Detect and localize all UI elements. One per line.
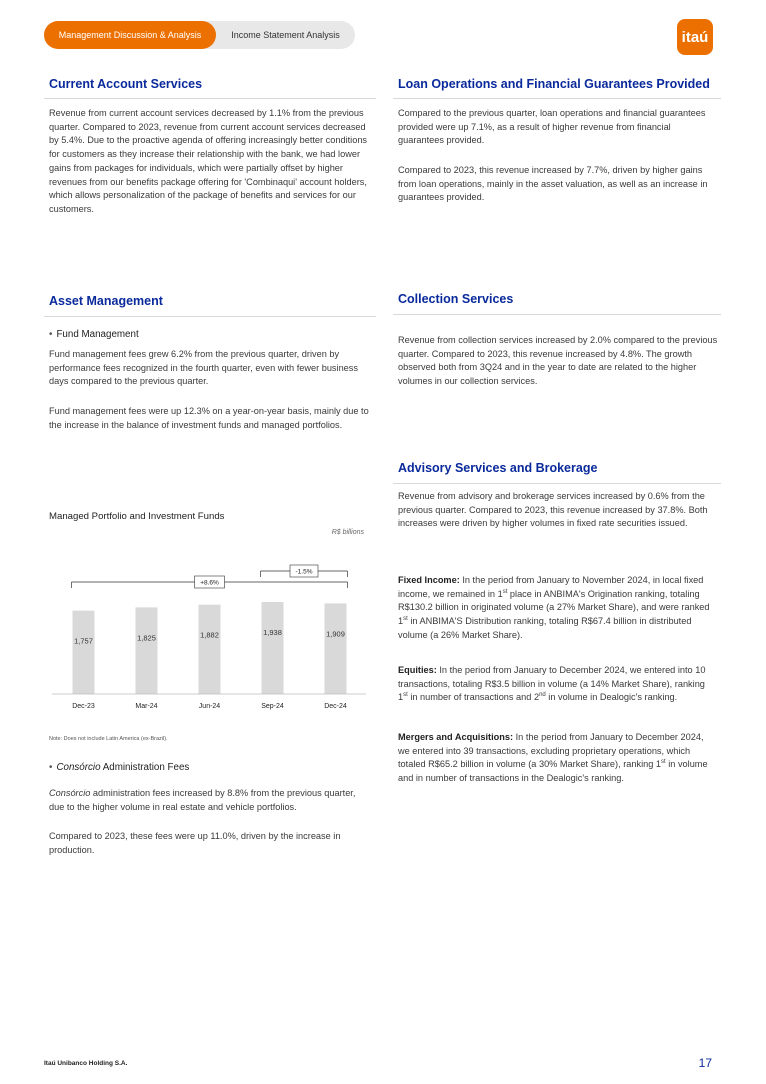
fund-management-heading: • Fund Management bbox=[49, 329, 139, 340]
mergers-acquisitions-text: Mergers and Acquisitions: In the period from January to December 2024, we entered into 39 transactions, excluding proprietary operations, which totaled R$65.2 billion in volume (a 30% Market Share), ranking 1st in volume and in number of transactions in the Dealogic's ranking. bbox=[398, 732, 708, 784]
bar-value-label: 1,909 bbox=[326, 629, 345, 639]
bullet-icon: • bbox=[49, 762, 53, 773]
collection-title: Collection Services bbox=[398, 292, 514, 306]
x-tick-label: Dec-23 bbox=[72, 703, 95, 710]
loan-operations-text-1: Compared to the previous quarter, loan operations and financial guarantees provided were up 7.1%, as a result of higher revenue from financial guarantees provided. bbox=[398, 108, 706, 146]
fund-management-text-1: Fund management fees grew 6.2% from the previous quarter, driven by performance fees recognized in the fourth quarter, even with fewer business days compared to the previous quarter. bbox=[49, 349, 358, 387]
footer-company: Itaú Unibanco Holding S.A. bbox=[44, 1060, 128, 1067]
divider bbox=[393, 98, 721, 99]
tab-income-statement[interactable]: Income Statement Analysis bbox=[231, 30, 340, 40]
collection-text: Revenue from collection services increased by 2.0% compared to the previous quarter. Compared to 2023, this revenue increased by 4.8%. The growth observed both from 3Q24 and in the year to date are related to the higher volumes in our collection services. bbox=[398, 335, 718, 387]
chart-title: Managed Portfolio and Investment Funds bbox=[49, 511, 225, 522]
chart-unit: R$ billions bbox=[331, 529, 364, 536]
bar-dec-23 bbox=[73, 611, 95, 694]
bar-value-label: 1,825 bbox=[137, 633, 156, 643]
tab-management-discussion[interactable]: Management Discussion & Analysis bbox=[44, 21, 216, 49]
itau-logo: itaú bbox=[677, 19, 713, 55]
bar-mar-24 bbox=[136, 607, 158, 694]
bullet-icon: • bbox=[49, 329, 53, 340]
equities-text: Equities: In the period from January to December 2024, we entered into 10 transactions, totaling R$3.5 billion in volume (a 14% Market Share), ranking 1st in number of transactions and 2nd in volume in Dealogic's ranking. bbox=[398, 665, 706, 703]
header-tabs bbox=[44, 21, 355, 49]
bar-jun-24 bbox=[199, 605, 221, 694]
annotation-label: -1.5% bbox=[295, 568, 313, 576]
divider bbox=[393, 483, 721, 484]
x-tick-label: Mar-24 bbox=[135, 703, 158, 710]
loan-operations-title: Loan Operations and Financial Guarantees Provided bbox=[398, 77, 710, 91]
consorcio-heading: • Consórcio Administration Fees bbox=[49, 762, 190, 773]
x-tick-label: Dec-24 bbox=[324, 703, 347, 710]
chart-note: Note: Does not include Latin America (ex-Brazil). bbox=[49, 736, 168, 742]
bar-value-label: 1,757 bbox=[74, 636, 93, 646]
bar-dec-24 bbox=[325, 603, 347, 694]
annotation-label: +8.6% bbox=[200, 579, 219, 587]
asset-management-title: Asset Management bbox=[49, 294, 163, 308]
divider bbox=[393, 314, 721, 315]
advisory-intro: Revenue from advisory and brokerage services increased by 0.6% from the previous quarter. Compared to 2023, this revenue increased by 37.8%. Both increases were driven by higher volumes in fixed rate securities issued. bbox=[398, 491, 708, 529]
current-account-text: Revenue from current account services decreased by 1.1% from the previous quarter. Compared to 2023, revenue from current account services decreased by 5.4%. Due to the proactive agenda of offering increasingly better conditions for customers as they increase their relationship with the bank, we had lower gains from packages for individuals, which were partially offset by higher revenues from our benefits package offering for 'Combinaqui' account holders, which allows personalization of the package of benefits and services for our customers. bbox=[49, 108, 368, 214]
consorcio-text-2: Compared to 2023, these fees were up 11.0%, driven by the increase in production. bbox=[49, 831, 341, 855]
page-number: 17 bbox=[698, 1056, 712, 1070]
bar-sep-24 bbox=[262, 602, 284, 694]
bar-value-label: 1,938 bbox=[263, 628, 282, 637]
x-tick-label: Jun-24 bbox=[198, 703, 221, 710]
x-tick-label: Sep-24 bbox=[261, 703, 284, 710]
consorcio-text-1: Consórcio administration fees increased by 8.8% from the previous quarter, due to the higher volume in real estate and vehicle portfolios. bbox=[49, 788, 356, 812]
divider bbox=[44, 98, 376, 99]
bar-value-label: 1,882 bbox=[200, 630, 219, 640]
fund-management-text-2: Fund management fees were up 12.3% on a year-on-year basis, mainly due to the increase in the balance of investment funds and managed portfolios. bbox=[49, 406, 369, 430]
divider bbox=[44, 316, 376, 317]
current-account-title: Current Account Services bbox=[49, 77, 203, 91]
advisory-title: Advisory Services and Brokerage bbox=[398, 461, 598, 475]
loan-operations-text-2: Compared to 2023, this revenue increased by 7.7%, driven by higher gains from loan operations, mainly in the asset valuation, as well as an increase in guarantees provided. bbox=[398, 165, 708, 203]
managed-portfolio-chart bbox=[44, 556, 366, 716]
fixed-income-text: Fixed Income: In the period from January to November 2024, in local fixed income, we remained in 1st place in ANBIMA's Origination ranking, totaling R$130.2 billion in originated volume (a 27% Market Share), and were ranked 1st in ANBIMA'S Distribution ranking, totaling R$67.4 billion in distributed volume (a 26% Market Share). bbox=[398, 575, 710, 640]
